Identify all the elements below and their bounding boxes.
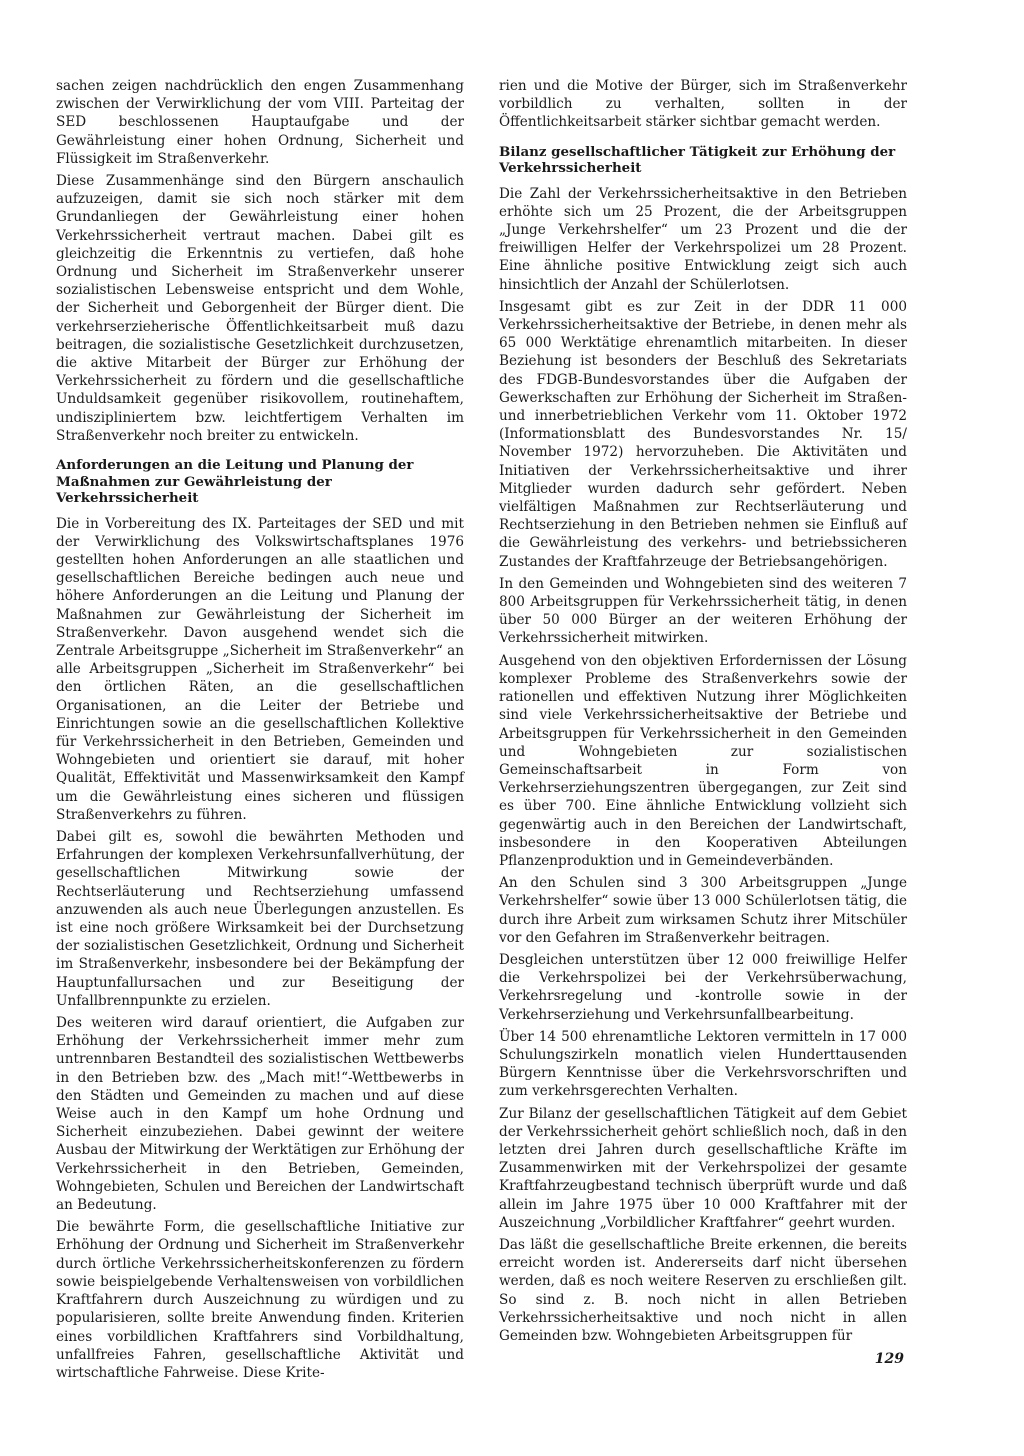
paragraph: Zur Bilanz der gesellschaftlichen Tätigkeit auf dem Gebiet der Verkehrssicherheit gehört schließlich noch, daß in den letzten drei Jahren durch gesellschaftliche Kräfte im Zusammenwirken mit der Verkehrspolizei der gesamte Kraftfahrzeugbestand technisch überprüft wurde und daß allein im Jahre 1975 über 10 000 Kraftfahrer mit der Auszeichnung „Vorbildlicher Kraftfahrer“ geehrt wurden. (499, 1105, 907, 1231)
section-heading: Bilanz gesellschaftlicher Tätigkeit zur Erhöhung der Verkehrssicherheit (499, 143, 896, 177)
paragraph: Über 14 500 ehrenamtliche Lektoren vermitteln in 17 000 Schulungszirkeln monatlich vielen Hunderttausenden Bürgern Kenntnisse über die Verkehrsvorschriften und zum verkehrsgerechten Verhalten. (499, 1028, 907, 1100)
paragraph: Des weiteren wird darauf orientiert, die Aufgaben zur Erhöhung der Verkehrssicherheit immer mehr zum untrennbaren Bestandteil des sozialistischen Wettbewerbs in den Betrieben bzw. des „Mach mit!“-Wettbewerbs in den Städten und Gemeinden zu machen und auf diese Weise auch in den Kampf um hohe Ordnung und Sicherheit einzubeziehen. Dabei gewinnt der weitere Ausbau der Mitwirkung der Werktätigen zur Erhöhung der Verkehrssicherheit in den Betrieben, Gemeinden, Wohngebieten, Schulen und Bereichen der Landwirtschaft an Bedeutung. (56, 1015, 464, 1214)
paragraph: Insgesamt gibt es zur Zeit in der DDR 11 000 Verkehrssicherheitsaktive der Betriebe, in denen mehr als 65 000 Werktätige ehrenamtlich mitarbeiten. In dieser Beziehung ist besonders der Beschluß des Sekretariats des FDGB-Bundesvorstandes über die Aufgaben der Gewerkschaften zur Erhöhung der Sicherheit im Straßen- und innerbetrieblichen Verkehr vom 11. Oktober 1972 (Informationsblatt des Bundesvorstandes Nr. 15/ November 1972) hervorzuheben. Die Aktivitäten und Initiativen der Verkehrssicherheitsaktive und ihrer Mitglieder wurden dadurch sehr gefördert. Neben vielfältigen Maßnahmen zur Rechtserläuterung und Rechtserziehung in den Betrieben nehmen sie Einfluß auf die Gewährleistung des verkehrs- und betriebssicheren Zustandes der Kraftfahrzeuge der Betriebsangehörigen. (499, 298, 907, 570)
paragraph: Dabei gilt es, sowohl die bewährten Methoden und Erfahrungen der komplexen Verkehrsunfallverhütung, der gesellschaftlichen Mitwirkung sowie der Rechtserläuterung und Rechtserziehung umfassend anzuwenden als auch neue Überlegungen anzustellen. Es ist eine noch größere Wirksamkeit bei der Durchsetzung der sozialistischen Gesetzlichkeit, Ordnung und Sicherheit im Straßenverkehr, insbesondere bei der Bekämpfung der Hauptunfallursachen und zur Beseitigung der Unfallbrennpunkte zu erzielen. (56, 829, 464, 1009)
paragraph: Das läßt die gesellschaftliche Breite erkennen, die bereits erreicht worden ist. Andererseits darf nicht übersehen werden, daß es noch weitere Reserven zu erschließen gilt. So sind z. B. noch nicht in allen Betrieben Verkehrssicherheitsaktive und noch nicht in allen Gemeinden bzw. Wohngebieten Arbeitsgruppen für (499, 1236, 907, 1344)
paragraph: Die bewährte Form, die gesellschaftliche Initiative zur Erhöhung der Ordnung und Sicherheit im Straßenverkehr durch örtliche Verkehrssicherheitskonferenzen zu fördern sowie beispielgebende Verhaltensweisen von vorbildlichen Kraftfahrern durch Auszeichnung zu würdigen und zu popularisieren, sollte breite Anwendung finden. Kriterien eines vorbildlichen Kraftfahrers sind Vorbildhaltung, unfallfreies Fahren, gesellschaftliche Aktivität und wirtschaftliche Fahrweise. Diese Krite- (56, 1219, 464, 1381)
paragraph: Die Zahl der Verkehrssicherheitsaktive in den Betrieben erhöhte sich um 25 Prozent, die der Arbeitsgruppen „Junge Verkehrshelfer“ um 23 Prozent und die der freiwilligen Helfer der Verkehrspolizei um 28 Prozent. Eine ähnliche positive Entwicklung zeigt sich auch hinsichtlich der Anzahl der Schülerlotsen. (499, 185, 907, 293)
paragraph: Desgleichen unterstützen über 12 000 freiwillige Helfer die Verkehrspolizei bei der Verkehrsüberwachung, Verkehrsregelung und -kontrolle sowie in der Verkehrserziehung und Verkehrsunfallbearbeitung. (499, 951, 907, 1023)
paragraph: Diese Zusammenhänge sind den Bürgern anschaulich aufzuzeigen, damit sie sich noch stärker mit dem Grundanliegen der Gewährleistung einer hohen Verkehrssicherheit vertraut machen. Dabei gilt es gleichzeitig die Erkenntnis zu vertiefen, daß hohe Ordnung und Sicherheit im Straßenverkehr unserer sozialistischen Lebensweise entspricht und dem Wohle, der Sicherheit und Geborgenheit der Bürger dient. Die verkehrserzieherische Öffentlichkeitsarbeit muß dazu beitragen, die sozialistische Gesetzlichkeit durchzusetzen, die aktive Mitarbeit der Bürger zur Erhöhung der Verkehrssicherheit zu fördern und die gesellschaftliche Unduldsamkeit gegenüber risikovollem, routinehaftem, undiszipliniertem bzw. leichtfertigem Verhalten im Straßenverkehr noch breiter zu entwickeln. (56, 173, 464, 444)
paragraph: Die in Vorbereitung des IX. Parteitages der SED und mit der Verwirklichung des Volkswirtschaftsplanes 1976 gestellten hohen Anforderungen an alle staatlichen und gesellschaftlichen Bereiche bedingen auch neue und höhere Anforderungen an die Leitung und Planung der Maßnahmen zur Gewährleistung der Sicherheit im Straßenverkehr. Davon ausgehend wendet sich die Zentrale Arbeitsgruppe „Sicherheit im Straßenverkehr“ an alle Arbeitsgruppen „Sicherheit im Straßenverkehr“ bei den örtlichen Räten, an die gesellschaftlichen Organisationen, an die Leiter der Betriebe und Einrichtungen sowie an die gesellschaftlichen Kollektive für Verkehrssicherheit in den Betrieben, Gemeinden und Wohngebieten und orientiert sie darauf, mit hoher Qualität, Effektivität und Massenwirksamkeit den Kampf um die Gewährleistung eines sicheren und flüssigen Straßenverkehrs zu führen. (56, 515, 464, 823)
paragraph: An den Schulen sind 3 300 Arbeitsgruppen „Junge Verkehrshelfer“ sowie über 13 000 Schülerlotsen tätig, die durch ihre Arbeit zum wirksamen Schutz ihrer Mitschüler vor den Gefahren im Straßenverkehr beitragen. (499, 875, 907, 946)
paragraph: rien und die Motive der Bürger, sich im Straßenverkehr vorbildlich zu verhalten, sollten in der Öffentlichkeitsarbeit stärker sichtbar gemacht werden. (499, 78, 907, 131)
page-number: 129 (874, 1351, 904, 1367)
section-heading: Anforderungen an die Leitung und Planung der Maßnahmen zur Gewährleistung der Verkehrssicherheit (56, 457, 414, 507)
paragraph: In den Gemeinden und Wohngebieten sind des weiteren 7 800 Arbeitsgruppen für Verkehrssicherheit tätig, in denen über 50 000 Bürger an der weiteren Erhöhung der Verkehrssicherheit mitwirken. (499, 575, 907, 647)
paragraph: Ausgehend von den objektiven Erfordernissen der Lösung komplexer Probleme des Straßenverkehrs sowie der rationellen und effektiven Nutzung ihrer Möglichkeiten sind viele Verkehrssicherheitsaktive der Betriebe und Arbeitsgruppen für Verkehrssicherheit in den Gemeinden und Wohngebieten zur sozialistischen Gemeinschaftsarbeit in Form von Verkehrserziehungszentren übergegangen, zur Zeit sind es über 700. Eine ähnliche Entwicklung vollzieht sich gegenwärtig auch in den Bereichen der Landwirtschaft, insbesondere in den Kooperativen Abteilungen Pflanzenproduktion und in Gemeindeverbänden. (499, 652, 907, 869)
left-column (56, 77, 464, 1385)
right-column (499, 77, 907, 1348)
paragraph: sachen zeigen nachdrücklich den engen Zusammenhang zwischen der Verwirklichung der vom VIII. Parteitag der SED beschlossenen Hauptaufgabe und der Gewährleistung einer hohen Ordnung, Sicherheit und Flüssigkeit im Straßenverkehr. (56, 78, 464, 167)
